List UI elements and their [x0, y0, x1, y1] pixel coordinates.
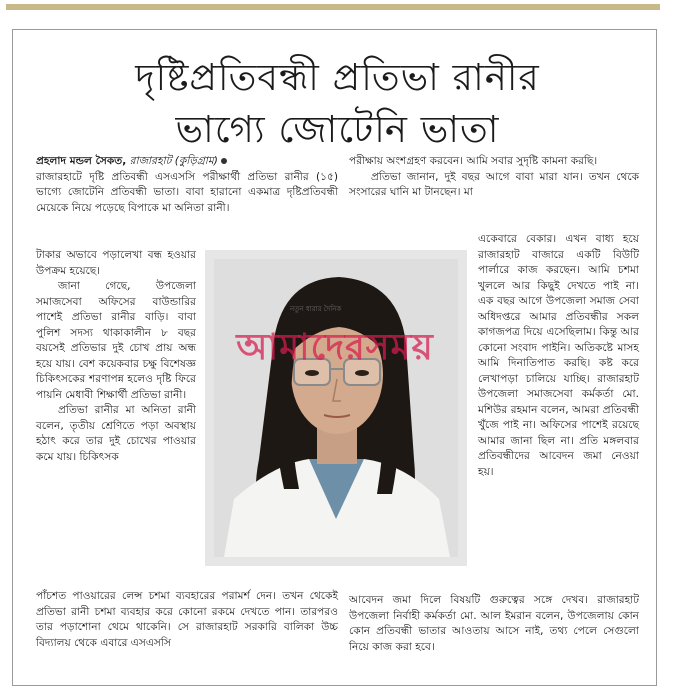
col1-paragraph-2: জানা গেছে, উপজেলা সমাজসেবা অফিসের বাউন্ডারির পাশেই প্রতিভা রানীর বাড়ি। বাবা পুলিশ সদস্য থাকাকালীন ৮ বছর বয়সেই প্রতিভার দুই চোখ প্রায় অন্ধ হয়ে যায়। বেশ কয়েকবার চক্ষু বিশেষজ্ঞ চিকিৎসকের শরণাপন্ন হলেও দৃষ্টি ফিরে পায়নি মেধাবী শিক্ষার্থী প্রতিভা রানী।: [36, 280, 196, 401]
headline-line-1: দৃষ্টিপ্রতিবন্ধী প্রতিভা রানীর: [135, 56, 540, 99]
col1-paragraph-3-cont: পাঁচশত পাওয়ারের লেন্স চশমা ব্যবহারের পরামর্শ দেন। তখন থেকেই প্রতিভা রানী চশমা ব্যবহার করে কোনো রকমে দেখতে পান। তারপরও তার পড়াশোনা থেমে থাকেনি। সে রাজারহাট সরকারি বালিকা উচ্চ বিদ্যালয় থেকে এবারে এসএসসি: [36, 590, 338, 649]
col1-paragraph-1: রাজারহাটে দৃষ্টি প্রতিবন্ধী এসএসসি পরীক্ষার্থী প্রতিভা রানীর (১৫) ভাগ্যে জোটেনি প্রতিবন্ধী ভাতা। বাবা হারানো একমাত্র দৃষ্টিপ্রতিবন্ধী মেয়েকে নিয়ে পড়েছে বিপাকে মা অনিতা রানী।: [36, 170, 338, 214]
column-1-bottom: [36, 589, 338, 651]
column-2-bottom: [349, 593, 639, 655]
column-1-top: [36, 154, 338, 216]
col2-paragraph-3: আবেদন জমা দিলে বিষয়টি গুরুত্বের সঙ্গে দেখব। রাজারহাট উপজেলা নির্বাহী কর্মকর্তা মো. আল ইমরান বলেন, উপজেলায় কোন কোন প্রতিবন্ধী ভাতার আওতায় আসে নাই, তথ্য পেলে সেগুলো নিয়ে কাজ করা হবে।: [349, 594, 639, 653]
col1-paragraph-3: প্রতিভা রানীর মা অনিতা রানী বলেন, তৃতীয় শ্রেণিতে পড়া অবস্থায় হঠাৎ করে তার দুই চোখের পাওয়ার কমে যায়। চিকিৎসক: [36, 404, 196, 463]
byline-location: রাজারহাট (কুড়িগ্রাম): [129, 155, 218, 167]
byline: [36, 154, 338, 170]
photo-frame: [205, 250, 467, 566]
watermark-logo: আমাদেরসময়: [236, 327, 434, 368]
col1-paragraph-1-cont: টাকার অভাবে পড়ালেখা বন্ধ হওয়ার উপক্রম হয়েছে।: [36, 249, 196, 277]
col2-paragraph-1: পরীক্ষায় অংশগ্রহণ করবেন। আমি সবার সুদৃষ্টি কামনা করছি।: [349, 155, 598, 167]
column-2-top: [349, 154, 639, 201]
byline-name: প্রহলাদ মন্ডল সৈকত,: [36, 155, 127, 167]
col2-paragraph-2-cont: একেবারে বেকার। এখন বাধ্য হয়ে রাজারহাট বাজারে একটি বিউটি পার্লারে কাজ করছেন। আমি চশমা খুললে আর কিছুই দেখতে পাই না। এক বছর আগে উপজেলা সমাজ সেবা অধিদপ্তরে আমার প্রতিবন্ধীর সকল কাগজপত্র দিয়ে এসেছিলাম। কিন্তু আর কোনো সংবাদ পাইনি। অতিকষ্টে মাসহ আমি দিনাতিপাত করছি। কষ্ট করে লেখাপড়া চালিয়ে যাচ্ছি। রাজারহাট উপজেলা সমাজসেবা কর্মকর্তা মো. মশিউর রহমান বলেন, আমরা প্রতিবন্ধী খুঁজে পাই না। অফিসের পাশেই রয়েছে আমার জানা ছিল না। প্রতি মঙ্গলবার প্রতিবন্ধীদের আবেদন জমা নেওয়া হয়।: [478, 233, 639, 478]
col2-paragraph-2: প্রতিভা জানান, দুই বছর আগে বাবা মারা যান। তখন থেকে সংসারের ঘানি মা টানছেন। মা: [349, 170, 639, 198]
top-rule: [6, 4, 660, 10]
watermark-tagline: নতুন ধারার দৈনিক: [290, 305, 342, 313]
headline: [20, 52, 655, 156]
bullet-icon: [221, 158, 227, 164]
headline-line-2: ভাগ্যে জোটেনি ভাতা: [175, 108, 500, 151]
